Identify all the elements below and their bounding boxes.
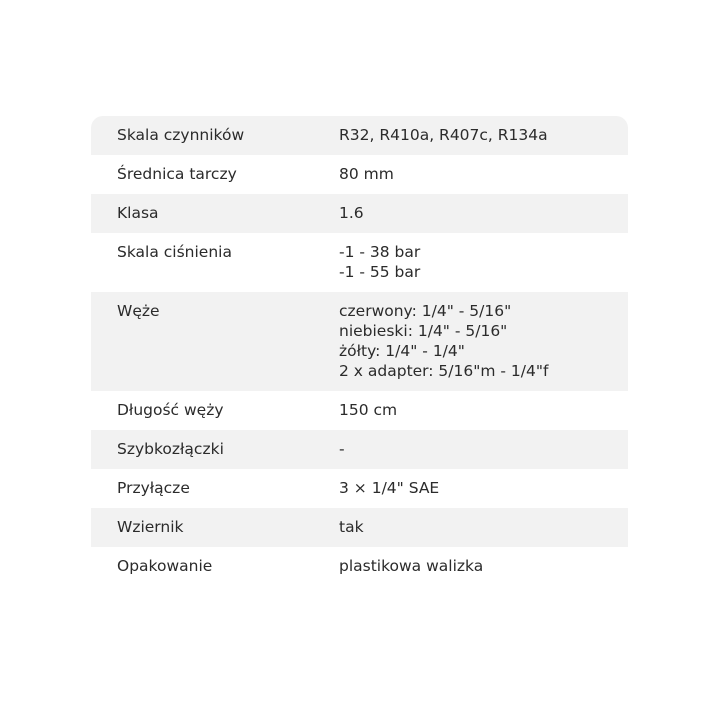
spec-value: [339, 478, 628, 498]
spec-row-refrigerant-scale: [91, 116, 628, 155]
spec-row-connection: [91, 469, 628, 508]
spec-row-sight-glass: [91, 508, 628, 547]
spec-value-line: 2 x adapter: 5/16"m - 1/4"f: [339, 362, 549, 380]
spec-row-packaging: [91, 547, 628, 586]
spec-label: Klasa: [117, 204, 159, 222]
spec-value: [339, 517, 628, 537]
spec-value: [339, 203, 628, 223]
spec-value: [339, 400, 628, 420]
spec-value: [339, 439, 628, 459]
spec-value-line: -1 - 38 bar: [339, 243, 421, 261]
spec-row-dial-diameter: [91, 155, 628, 194]
spec-label: Średnica tarczy: [117, 165, 237, 183]
spec-row-quick-couplers: [91, 430, 628, 469]
spec-label: Wziernik: [117, 518, 184, 536]
spec-value-line: R32, R410a, R407c, R134a: [339, 126, 548, 144]
spec-label: Skala czynników: [117, 126, 245, 144]
spec-row-hose-length: [91, 391, 628, 430]
spec-value: [339, 556, 628, 576]
spec-value-line: żółty: 1/4" - 1/4": [339, 342, 465, 360]
spec-table: [91, 116, 628, 586]
spec-value: [339, 125, 628, 145]
spec-label: Szybkozłączki: [117, 440, 224, 458]
spec-value: [339, 242, 628, 282]
spec-value-line: czerwony: 1/4" - 5/16": [339, 302, 512, 320]
spec-label: Skala ciśnienia: [117, 243, 232, 261]
spec-value-line: tak: [339, 518, 364, 536]
spec-value: [339, 164, 628, 184]
spec-label: Przyłącze: [117, 479, 190, 497]
spec-value-line: niebieski: 1/4" - 5/16": [339, 322, 508, 340]
spec-label: Węże: [117, 302, 160, 320]
spec-value-line: 150 cm: [339, 401, 398, 419]
spec-label: Opakowanie: [117, 557, 213, 575]
spec-value-line: 3 × 1/4" SAE: [339, 479, 440, 497]
spec-value-line: -1 - 55 bar: [339, 263, 421, 281]
spec-value-line: 80 mm: [339, 165, 394, 183]
spec-row-hoses: [91, 292, 628, 391]
spec-value-line: plastikowa walizka: [339, 557, 484, 575]
spec-value-line: -: [339, 440, 345, 458]
spec-row-pressure-scale: [91, 233, 628, 292]
spec-row-class: [91, 194, 628, 233]
spec-value-line: 1.6: [339, 204, 364, 222]
spec-value: [339, 301, 628, 381]
spec-label: Długość węży: [117, 401, 224, 419]
